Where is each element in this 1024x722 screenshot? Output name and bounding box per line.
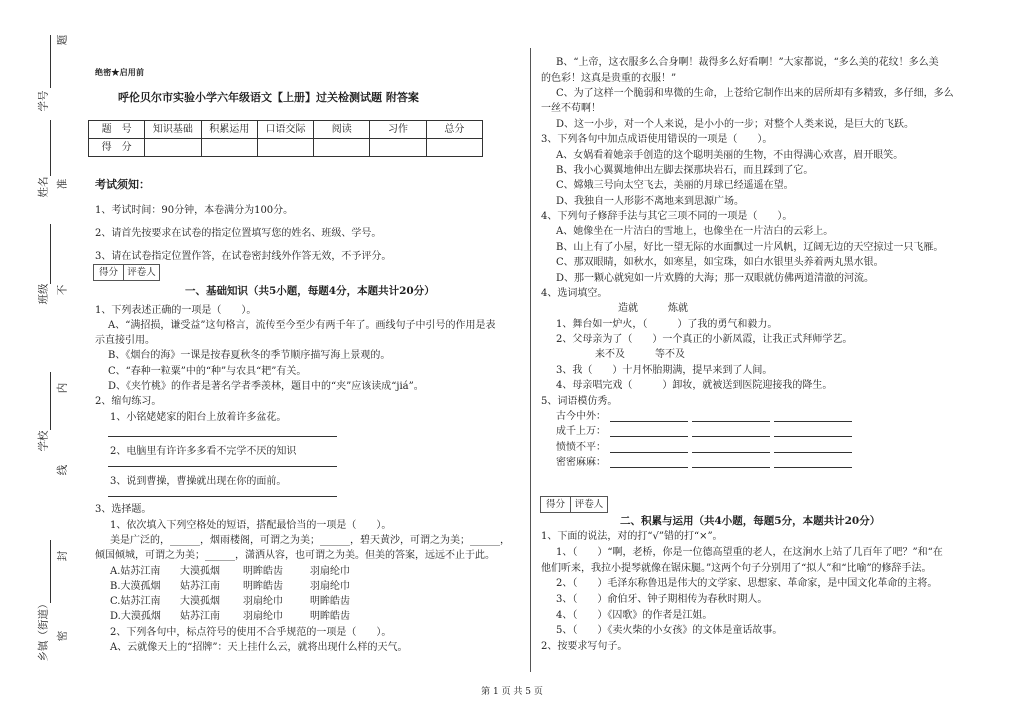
school-label: 学校: [37, 430, 50, 452]
answer-line: [610, 457, 688, 468]
grader-box-grader: 评卷人: [571, 497, 608, 513]
q3-1-option-row: [95, 594, 510, 609]
q4-item: 4、母亲唱完戏（ ）卸妆，就被送到医院迎接我的降生。: [556, 380, 833, 392]
grader-box: [93, 264, 160, 281]
answer-line: [692, 442, 770, 453]
option-choice: 大漠孤烟: [120, 611, 161, 623]
answer-line: [610, 442, 688, 453]
q3-4-option-c: C、那双眼睛，如秋水，如寒星，如宝珠，如白水银里头养着两丸黑水银。: [556, 257, 884, 269]
name-field-line: [50, 120, 51, 176]
s2-q1-item: 5、（ ）《卖火柴的小女孩》的文体是童话故事。: [556, 625, 783, 637]
class-label: 班级: [37, 283, 50, 305]
q3-4-option-d: D、那一颗心就宛如一片欢腾的大海；那一双眼就仿佛两道清澈的河流。: [556, 272, 875, 284]
q3-4-option-b: B、山上有了小屋，好比一望无际的水面飘过一片风帆，辽阔无边的天空掠过一只飞雁。: [556, 241, 944, 253]
q5-word: 密密麻麻：: [556, 457, 606, 469]
q4-word-bank: [541, 301, 954, 316]
option-choice: 姑苏江南: [120, 596, 161, 608]
s2-q1-item: 4、（ ）《囚歌》的作者是江姐。: [556, 609, 713, 621]
option-choice: 姑苏江南: [120, 565, 161, 577]
q4-item: 3、我（ ）十月怀胎期满，提早来到了人间。: [556, 364, 773, 376]
option-choice: 羽扇纶巾: [243, 611, 283, 623]
q1-option-a-cont: 示直接引用。: [95, 335, 155, 347]
q4-item: 2、父母亲为了（ ）一个真正的小新凤霞，让我正式拜师学艺。: [556, 334, 853, 346]
q5-row: [541, 409, 954, 424]
s2-q1-item-cont: 他们听来，我拉小提琴就像在锯床腿。”这两个句子分别用了“拟人”和“比喻”的修辞手法。: [541, 562, 932, 574]
q3-1-option-row: [95, 609, 510, 624]
page-title: 呼伦贝尔市实验小学六年级语文【上册】过关检测试题 附答案: [118, 91, 419, 104]
score-row-label: 得 分: [89, 139, 145, 157]
score-cell: [257, 139, 313, 157]
name-label: 姓名: [37, 176, 50, 198]
option-choice: 姑苏江南: [180, 611, 220, 623]
option-choice: 大漠孤烟: [180, 596, 220, 608]
q1-stem: 1、下列表述正确的一项是（ ）。: [95, 304, 257, 316]
score-table-header: 口语交际: [257, 121, 313, 139]
q3-4-option-a: A、她像坐在一片洁白的雪地上，也像坐在一片洁白的云彩上。: [556, 226, 834, 238]
confidential-mark: 绝密★启用前: [95, 67, 145, 77]
s2-q1-item: 2、（ ）毛泽东称鲁迅是伟大的文学家、思想家、革命家，是中国文化革命的主将。: [556, 578, 938, 590]
seal-char: 不: [56, 284, 69, 296]
answer-line: [108, 496, 337, 497]
q3-2-option-a: A、云就像天上的“招牌”：天上挂什么云，就将出现什么样的天气。: [110, 642, 408, 654]
word-choice: 等不及: [655, 349, 685, 361]
q5-word: 成千上万：: [556, 426, 606, 438]
answer-line: [774, 426, 852, 437]
school-field-line: [50, 372, 51, 430]
notice-item: 1、考试时间：90分钟，本卷满分为100分。: [95, 205, 294, 216]
q5-stem: 5、词语模仿秀。: [541, 395, 618, 407]
option-choice: 明眸皓齿: [243, 580, 283, 592]
option-cell: [110, 564, 180, 579]
option-cell: [110, 609, 180, 624]
option-choice: 羽扇纶巾: [310, 580, 350, 592]
section1-q3-block: [95, 502, 510, 655]
q4-stem: 4、选词填空。: [541, 287, 608, 299]
score-cell: [314, 139, 370, 157]
option-choice: 羽扇纶巾: [243, 596, 283, 608]
section2-title: 二、积累与运用（共4小题，每题5分，本题共计20分）: [620, 515, 881, 527]
score-cell: [201, 139, 257, 157]
q5-word: 古今中外：: [556, 410, 606, 422]
answer-line: [610, 411, 688, 422]
student-id-label: 学号: [37, 90, 50, 112]
score-table-header: 总分: [426, 121, 482, 139]
score-table-header: 习作: [370, 121, 426, 139]
option-cell: [110, 594, 180, 609]
student-id-field-line: [50, 35, 51, 88]
option-label: D.: [110, 611, 121, 623]
township-field-line: [50, 540, 51, 603]
q3-2-option-c-cont: 一丝不苟啊！: [541, 103, 601, 115]
option-label: C.: [110, 596, 121, 608]
seal-char: 封: [56, 550, 69, 562]
score-table-header: 知识基础: [145, 121, 201, 139]
score-cell: [145, 139, 201, 157]
q3-3-option-c: C、嫦娥三号向太空飞去，美丽的月球已经遥遥在望。: [556, 180, 794, 192]
q1-option-c: C、“春种一粒粟”中的“种”与农具“耙”有关。: [108, 365, 307, 377]
q3-3-stem: 3、下列各句中加点成语使用错误的一项是（ ）。: [541, 134, 773, 146]
q5-word: 愤愤不平：: [556, 441, 606, 453]
notice-item: 2、请首先按要求在试卷的指定位置填写您的姓名、班级、学号。: [95, 228, 382, 239]
column-divider: [530, 48, 531, 672]
answer-line: [692, 426, 770, 437]
class-field-line: [50, 224, 51, 284]
notice-title: 考试须知：: [95, 178, 150, 191]
option-choice: 羽扇纶巾: [310, 565, 350, 577]
q3-2-option-c: C、为了这样一个脆弱和卑微的生命，上苍给它制作出来的居所却有多精致，多仔细，多么: [556, 88, 954, 100]
word-choice: 造就: [618, 303, 638, 315]
seal-char: 密: [56, 630, 69, 642]
q3-1-passage-cont: 倾国倾城，可谓之为美；______，潇洒从容，也可谓之为美。但美的答案，远远不止于此。: [95, 550, 495, 562]
option-choice: 明眸皓齿: [243, 565, 283, 577]
q5-row: [541, 455, 954, 470]
section2-block: [541, 529, 943, 655]
q4-word-bank: [541, 347, 954, 362]
q3-3-option-b: B、我小心翼翼地伸出左脚去探那块岩石，而且踩到了它。: [556, 164, 814, 176]
answer-line: [108, 466, 337, 467]
q1-option-b: B、《烟台的海》一课是按春夏秋冬的季节顺序描写海上景观的。: [108, 350, 391, 362]
q3-1-passage: 美是广泛的，______，烟雨楼阁，可谓之为美；______，碧天黄沙，可谓之为美；______，: [110, 534, 510, 546]
score-table-header: 阅读: [314, 121, 370, 139]
word-choice: 炼就: [668, 303, 688, 315]
s2-q1-stem: 1、下面的说法，对的打“√”错的打“×”。: [541, 531, 723, 543]
grader-box: [540, 496, 608, 513]
score-cell: [370, 139, 426, 157]
q5-row: [541, 424, 954, 439]
option-cell: [110, 579, 180, 594]
grader-box-score: 得分: [541, 497, 571, 513]
section1-title: 一、基础知识（共5小题，每题4分，本题共计20分）: [185, 285, 435, 297]
answer-line: [692, 411, 770, 422]
q3-4-stem: 4、下列句子修辞手法与其它三项不同的一项是（ ）。: [541, 211, 793, 223]
seal-char: 题: [56, 34, 69, 46]
section1-q1-q2-block: [95, 303, 495, 425]
answer-line: [610, 426, 688, 437]
q2-item: 2、电脑里有许许多多看不完学不厌的知识: [110, 446, 297, 457]
answer-line: [108, 436, 337, 437]
word-choice: 来不及: [595, 349, 625, 361]
q2-item: 3、说到曹操，曹操就出现在你的面前。: [110, 476, 287, 487]
q3-2-stem: 2、下列各句中，标点符号的使用不合乎规范的一项是（ ）。: [110, 626, 392, 638]
answer-line: [692, 457, 770, 468]
answer-line: [774, 457, 852, 468]
option-choice: 明眸皓齿: [310, 611, 350, 623]
q3-3-option-d: D、我独自一人形影不离地来到思源广场。: [556, 195, 745, 207]
grader-box-score: 得分: [94, 265, 124, 281]
q1-option-d: D、《夹竹桃》的作者是著名学者季羡林，题目中的“夹”应该读成“jiá”。: [108, 380, 424, 392]
q5-row: [541, 440, 954, 455]
score-table-score-row: [89, 139, 483, 157]
grader-box-grader: 评卷人: [124, 265, 160, 281]
score-table: [88, 120, 483, 157]
score-table-header-row: [89, 121, 483, 139]
s2-q1-item: 3、（ ）俞伯牙、钟子期相传为春秋时期人。: [556, 593, 768, 605]
q3-2-option-b-cont: 的色彩！这真是贵重的衣服！”: [541, 72, 677, 84]
q4-item: 1、舞台如一炉火，（ ）了我的勇气和毅力。: [556, 318, 778, 330]
s2-q2-stem: 2、按要求写句子。: [541, 641, 628, 652]
q3-1-stem: 1、依次填入下列空格处的短语，搭配最恰当的一项是（ ）。: [110, 519, 392, 531]
answer-line: [774, 442, 852, 453]
q3-1-option-row: [95, 579, 510, 594]
q1-option-a: A、“满招损，谦受益”这句格言，流传至今至少有两千年了。画线句子中引号的作用是表: [108, 319, 496, 331]
q3-1-option-row: [95, 564, 510, 579]
option-choice: 大漠孤烟: [120, 580, 161, 592]
option-choice: 明眸皓齿: [310, 596, 350, 608]
score-table-header: 题 号: [89, 121, 145, 139]
s2-q1-item: 1、（ ）“啊，老桥，你是一位德高望重的老人，在这涧水上站了几百年了吧？”和“在: [556, 546, 943, 558]
q3-2-option-d: D、这一小步，对一个人来说，是小小的一步；对整个人类来说，是巨大的飞跃。: [556, 118, 915, 130]
q3-stem: 3、选择题。: [95, 504, 152, 516]
seal-char: 准: [56, 178, 69, 190]
answer-line: [774, 411, 852, 422]
q3-3-option-a: A、女娲看着她亲手创造的这个聪明美丽的生物，不由得满心欢喜，眉开眼笑。: [556, 149, 904, 161]
seal-char: 内: [56, 382, 69, 394]
q2-stem: 2、缩句练习。: [95, 396, 162, 408]
right-column-block: [541, 55, 954, 470]
seal-char: 线: [56, 464, 69, 476]
score-table-header: 积累运用: [201, 121, 257, 139]
option-label: A.: [110, 565, 121, 577]
notice-item: 3、请在试卷指定位置作答，在试卷密封线外作答无效，不予评分。: [95, 251, 392, 262]
page-number: 第 1 页 共 5 页: [481, 687, 543, 697]
q2-item: 1、小铭姥姥家的阳台上放着许多盆花。: [110, 411, 287, 423]
option-choice: 大漠孤烟: [180, 565, 220, 577]
score-cell: [426, 139, 482, 157]
option-choice: 姑苏江南: [180, 580, 220, 592]
township-label: 乡镇（街道）: [37, 598, 50, 662]
q3-2-option-b: B、“上帝，这衣服多么合身啊！裁得多么好看啊！”大家都说，“多么美的花纹！多么美: [556, 57, 939, 69]
option-label: B.: [110, 580, 121, 592]
